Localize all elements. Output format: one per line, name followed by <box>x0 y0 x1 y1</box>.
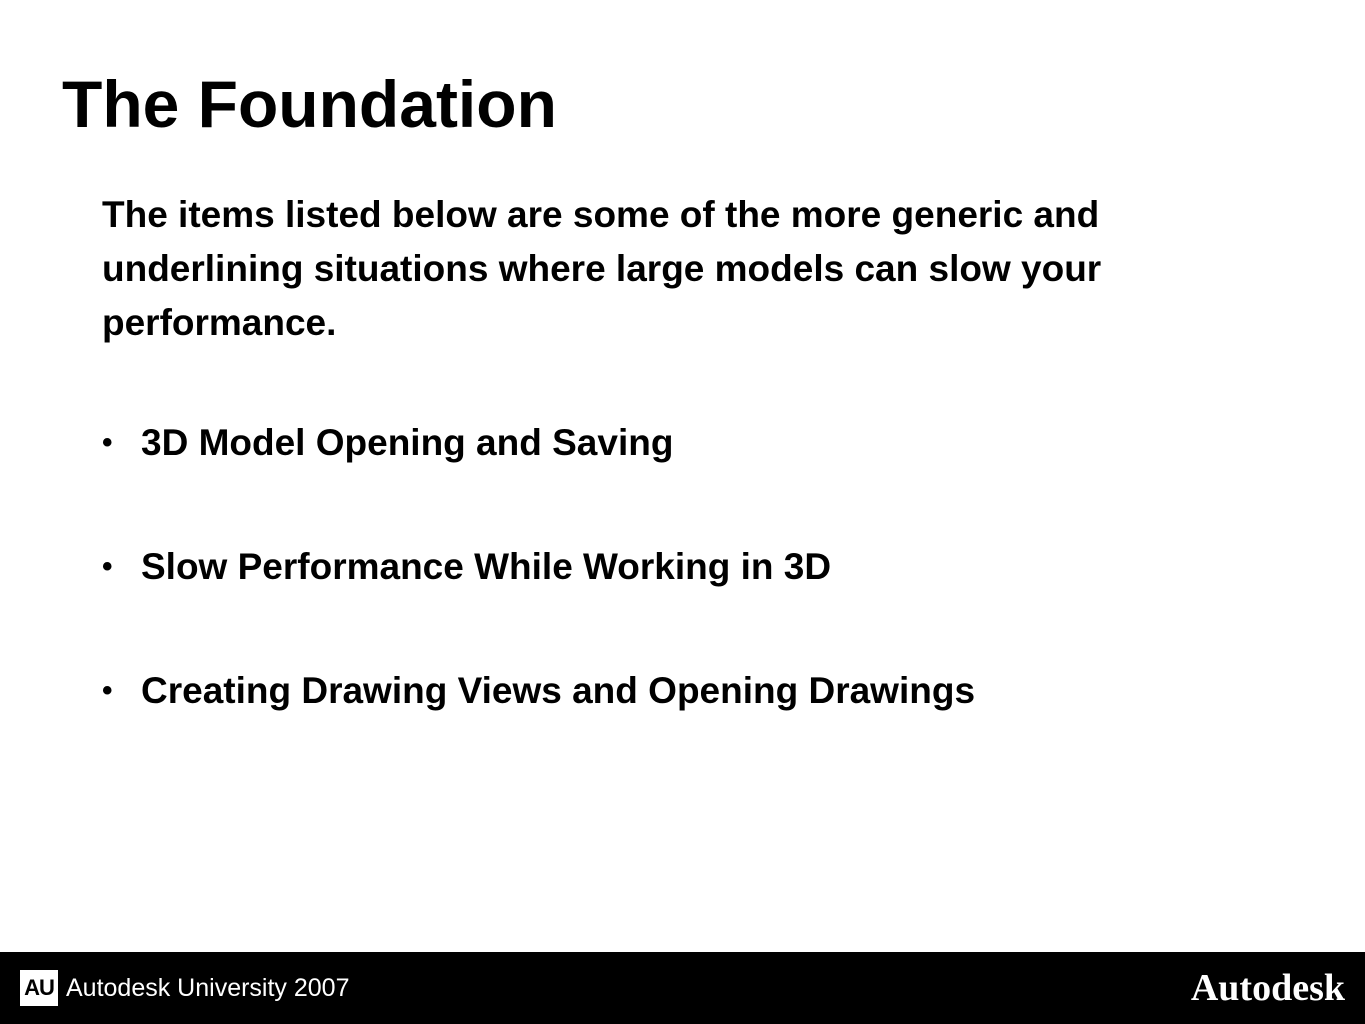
bullet-text: Slow Performance While Working in 3D <box>141 546 832 587</box>
slide-title: The Foundation <box>62 67 557 141</box>
au-logo-icon: AU <box>20 970 58 1006</box>
autodesk-logo: Autodesk <box>1190 967 1345 1009</box>
bullet-dot-icon: • <box>102 426 113 459</box>
bullet-dot-icon: • <box>102 674 113 707</box>
intro-paragraph: The items listed below are some of the more generic and underlining situations where large models can slow your performance. <box>102 194 1102 343</box>
bullet-dot-icon: • <box>102 550 113 583</box>
event-name: Autodesk University 2007 <box>66 974 350 1002</box>
bullet-text: 3D Model Opening and Saving <box>141 422 674 463</box>
bullet-text: Creating Drawing Views and Opening Drawings <box>141 670 976 711</box>
